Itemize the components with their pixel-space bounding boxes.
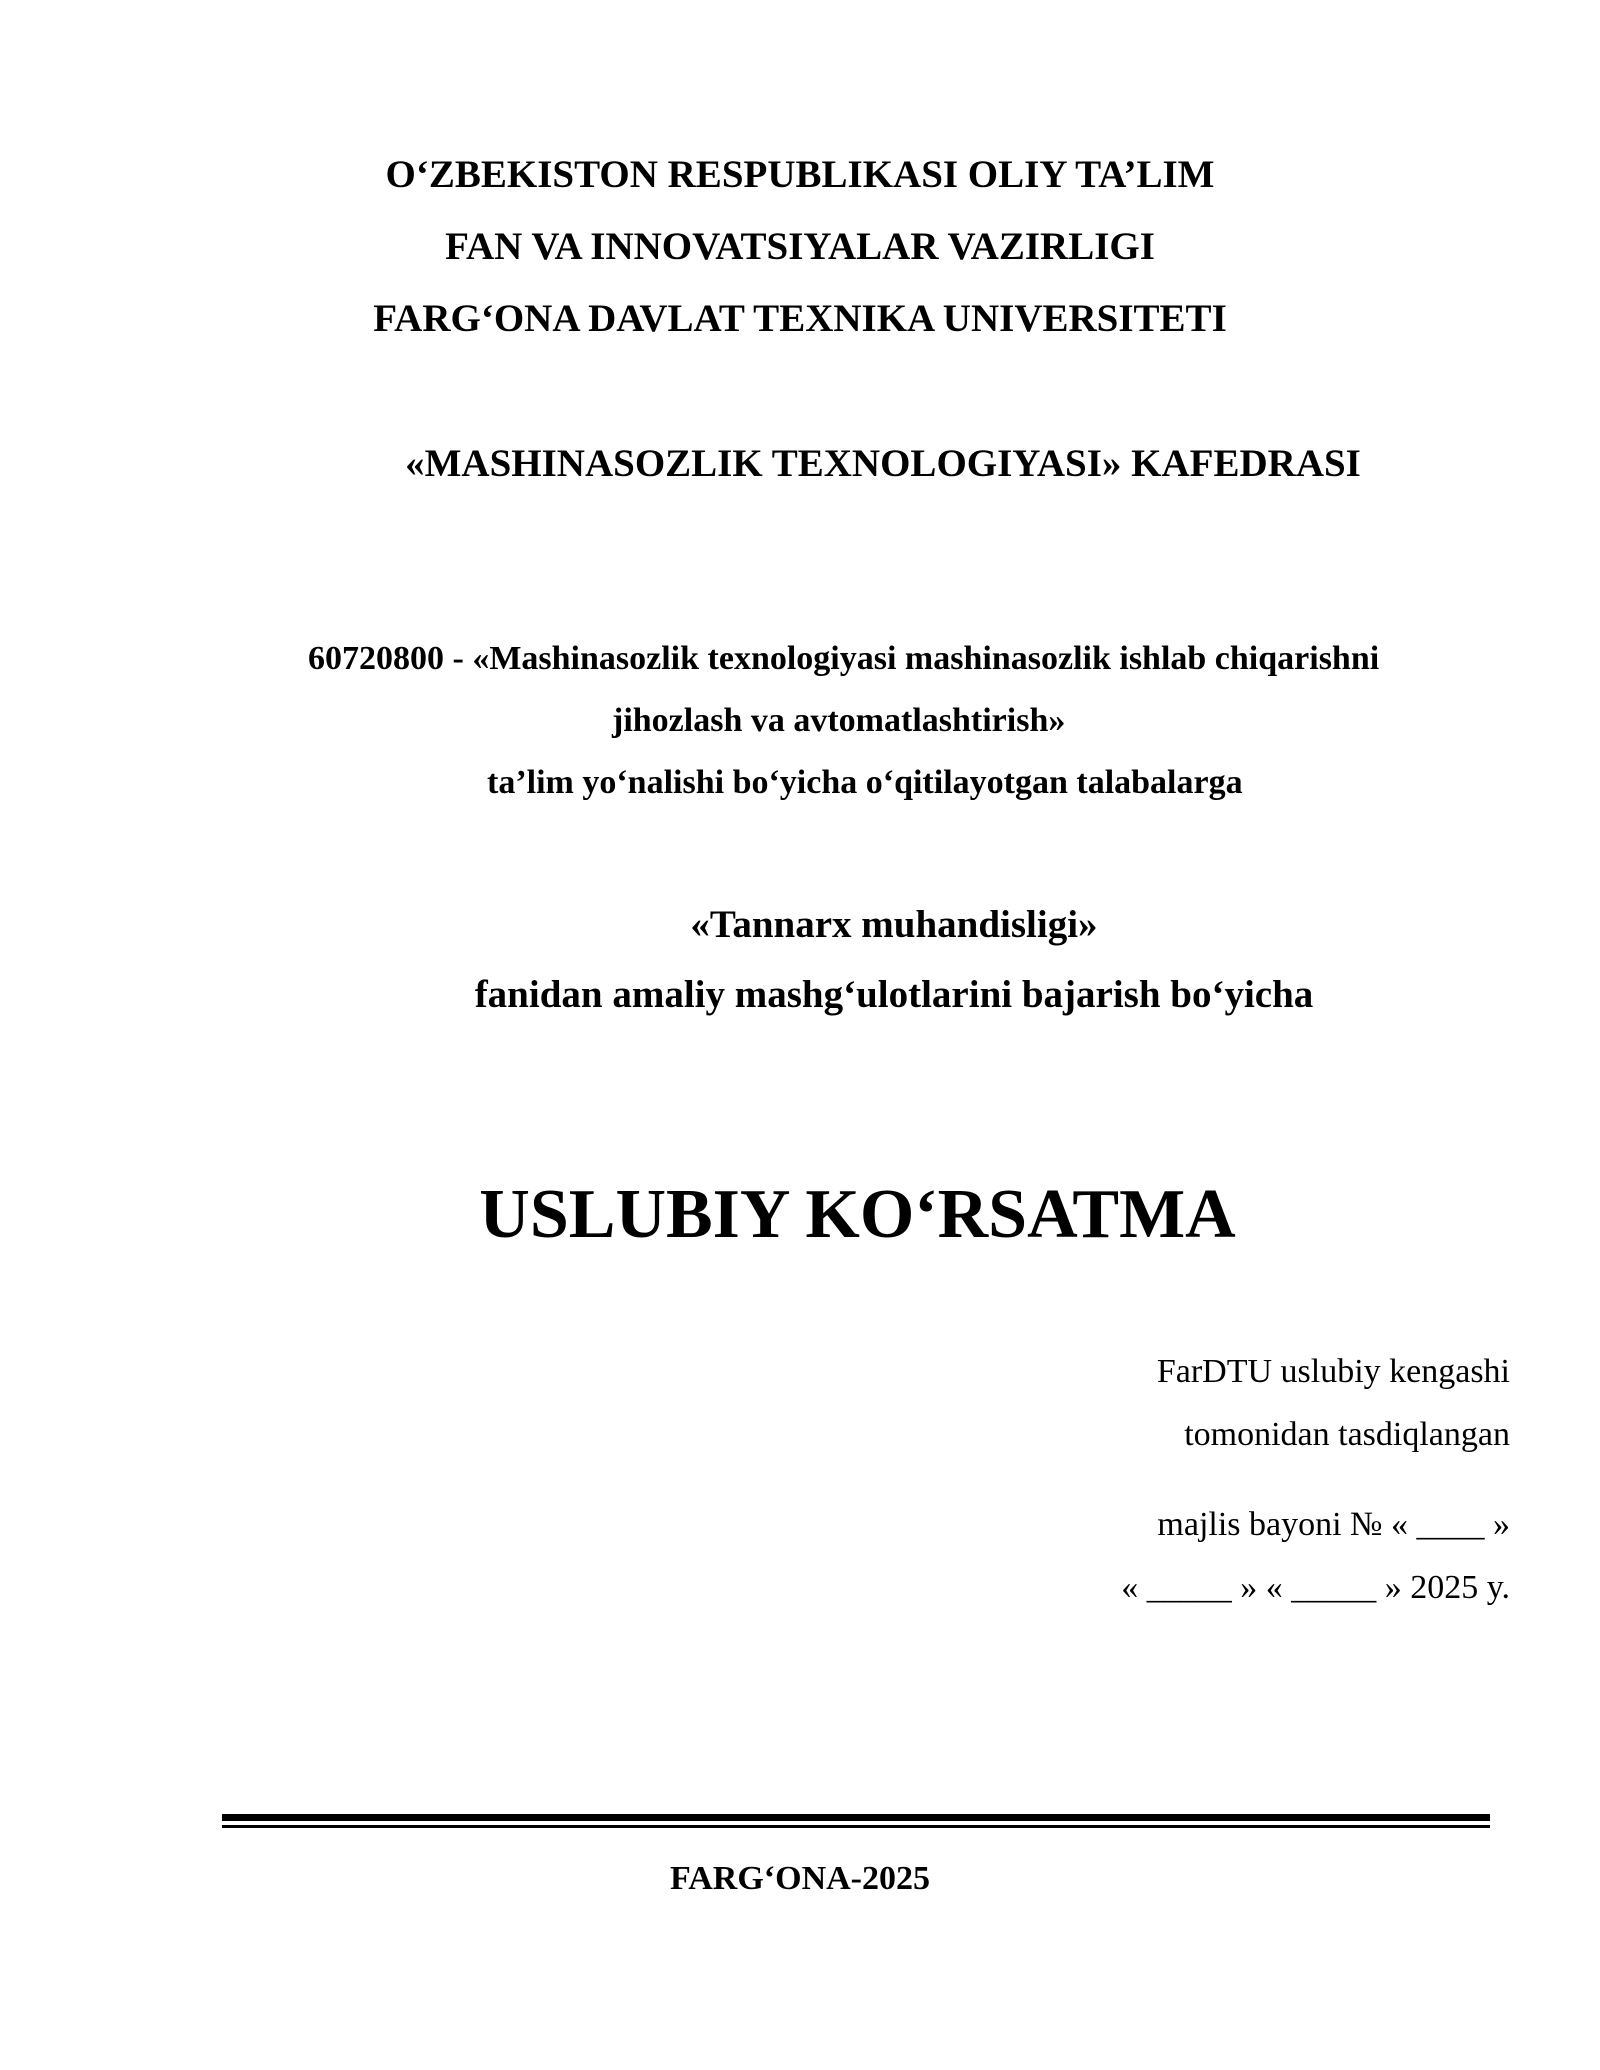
document-title: USLUBIY KO‘RSATMA (479, 1176, 1236, 1253)
ministry-line-2: FAN VA INNOVATSIYALAR VAZIRLIGI (445, 225, 1155, 268)
approval-council: FarDTU uslubiy kengashi (1156, 1353, 1510, 1390)
program-line-1: 60720800 - «Mashinasozlik texnologiyasi mashinasozlik ishlab chiqarishni (308, 640, 1380, 677)
subject-name: «Tannarx muhandisligi» (690, 903, 1098, 946)
footer-divider-thin (222, 1825, 1490, 1828)
approval-status: tomonidan tasdiqlangan (1184, 1416, 1510, 1453)
department-name: «MASHINASOZLIK TEXNOLOGIYASI» KAFEDRASI (405, 442, 1361, 485)
footer-divider (222, 1814, 1490, 1828)
program-line-3: ta’lim yo‘nalishi bo‘yicha o‘qitilayotgan talabalarga (487, 764, 1243, 801)
subject-description: fanidan amaliy mashg‘ulotlarini bajarish bo‘yicha (474, 973, 1314, 1016)
university-name: FARG‘ONA DAVLAT TEXNIKA UNIVERSITETI (373, 297, 1227, 340)
footer-divider-thick (222, 1814, 1490, 1821)
meeting-protocol-number: majlis bayoni № « ____ » (1157, 1506, 1510, 1543)
meeting-date: « _____ » « _____ » 2025 y. (1121, 1569, 1510, 1606)
program-line-2: jihozlash va avtomatlashtirish» (612, 702, 1066, 739)
city-year: FARG‘ONA-2025 (670, 1860, 930, 1897)
ministry-line-1: O‘ZBEKISTON RESPUBLIKASI OLIY TA’LIM (385, 153, 1215, 196)
